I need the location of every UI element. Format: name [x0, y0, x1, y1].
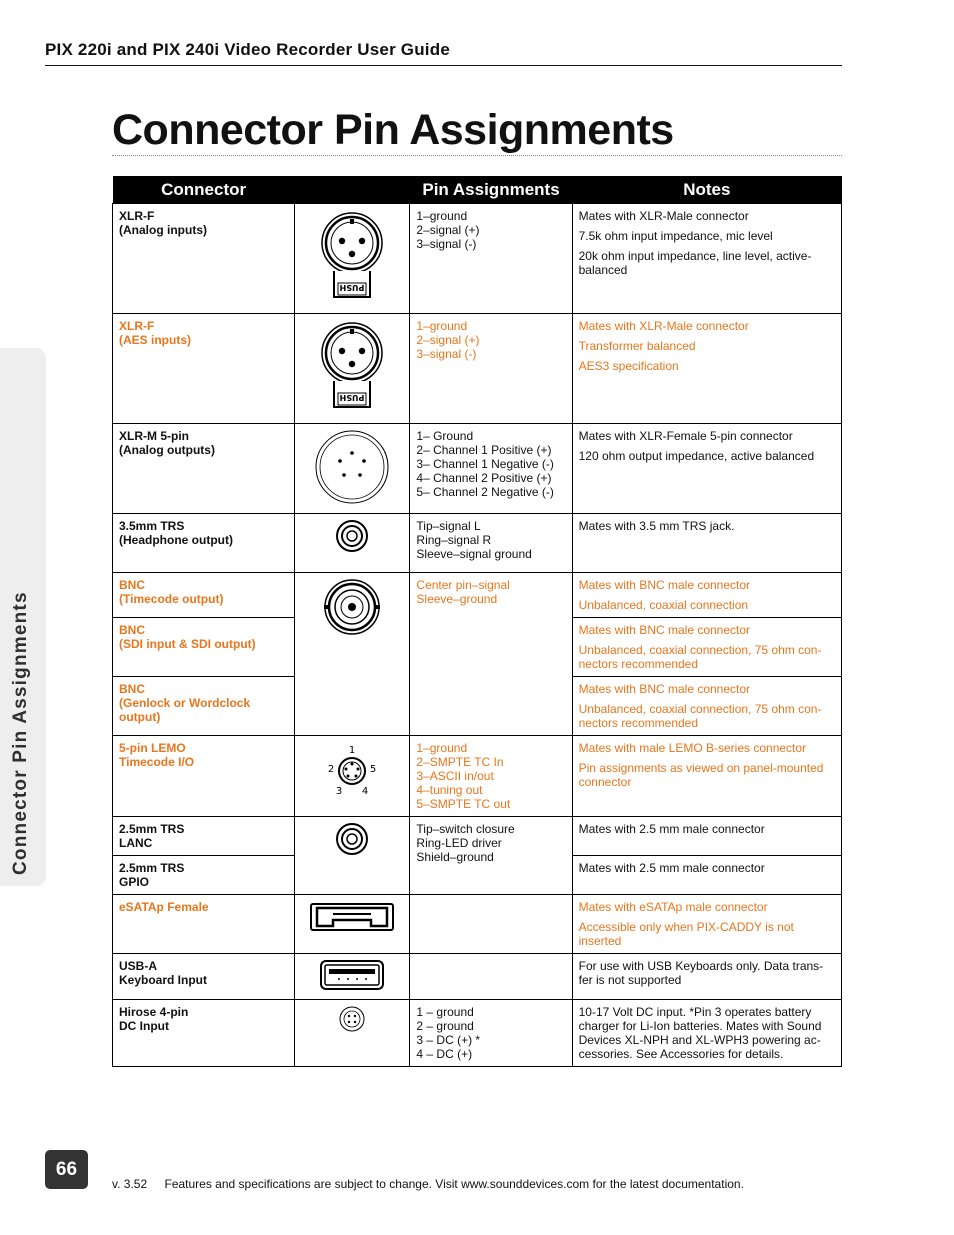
notes-cell [572, 314, 841, 424]
footer [112, 1177, 758, 1191]
pin-number-label: 1 [349, 745, 356, 756]
table-row [113, 573, 842, 618]
note-line: Mates with male LEMO B-series connector [578, 741, 807, 755]
connector-diagram [295, 817, 410, 895]
footer-version: v. 3.52 [112, 1177, 148, 1191]
table-row [113, 314, 842, 424]
note-line: Transformer balanced [578, 339, 696, 353]
push-label: PUSH [339, 393, 365, 402]
connector-name: BNC (Genlock or Wordclock output) [113, 677, 295, 736]
connector-name: Hirose 4-pin DC Input [113, 1000, 295, 1067]
column-header-diagram [295, 176, 410, 204]
notes-cell [572, 677, 841, 736]
connector-diagram [295, 573, 410, 736]
column-header-connector: Connector [113, 176, 295, 204]
note-line: 10-17 Volt DC input. *Pin 3 operates battery charger for Li-Ion batteries. Mates with Sound Devices XL-NPH and XL-WPH3 powering ac-cessories. See Accessories for details. [578, 1005, 822, 1061]
note-line: 120 ohm output impedance, active balanced [578, 449, 815, 463]
note-line: Mates with XLR-Male connector [578, 319, 749, 333]
table-row [113, 514, 842, 573]
connector-name: USB-A Keyboard Input [113, 954, 295, 1000]
lemo-5pin-connector-icon [322, 741, 382, 801]
note-line: 20k ohm input impedance, line level, active-balanced [578, 249, 812, 277]
pin-number-label: 5 [370, 764, 377, 775]
notes-cell [572, 1000, 841, 1067]
pin-number-label: 3 [336, 786, 343, 797]
notes-cell [572, 204, 841, 314]
connector-name: 2.5mm TRS GPIO [113, 856, 295, 895]
connector-diagram [295, 954, 410, 1000]
note-line: For use with USB Keyboards only. Data trans-fer is not supported [578, 959, 824, 987]
notes-cell [572, 573, 841, 618]
note-line: Accessible only when PIX-CADDY is not inserted [578, 920, 794, 948]
trs-jack-icon [335, 822, 369, 856]
page-title: Connector Pin Assignments [112, 106, 674, 154]
note-line: Mates with 2.5 mm male connector [578, 861, 765, 875]
table-row [113, 954, 842, 1000]
title-rule [112, 155, 842, 156]
pin-assignments: 1– Ground 2– Channel 1 Positive (+) 3– Channel 1 Negative (-) 4– Channel 2 Positive (+) 5– Channel 2 Negative (-) [410, 424, 572, 514]
trs-jack-icon [335, 519, 369, 553]
connector-diagram [295, 736, 410, 817]
note-line: Mates with BNC male connector [578, 578, 751, 592]
pin-assignments: Tip–signal L Ring–signal R Sleeve–signal ground [410, 514, 572, 573]
page-number-badge: 66 [45, 1150, 88, 1189]
note-line: Mates with BNC male connector [578, 623, 751, 637]
connector-name: 5-pin LEMO Timecode I/O [113, 736, 295, 817]
connector-diagram [295, 1000, 410, 1067]
xlr-m-5pin-connector-icon [314, 429, 390, 505]
table-row [113, 895, 842, 954]
note-line: Mates with XLR-Female 5-pin connector [578, 429, 793, 443]
notes-cell [572, 514, 841, 573]
connector-name: eSATAp Female [113, 895, 295, 954]
pin-assignments [410, 954, 572, 1000]
notes-cell [572, 856, 841, 895]
push-label: PUSH [339, 283, 365, 292]
side-tab-label: Connector Pin Assignments [10, 591, 31, 875]
connector-name: 3.5mm TRS (Headphone output) [113, 514, 295, 573]
esatap-port-icon [309, 900, 395, 934]
note-line: AES3 specification [578, 359, 679, 373]
connector-name: XLR-F (AES inputs) [113, 314, 295, 424]
column-header-notes: Notes [572, 176, 841, 204]
notes-cell [572, 618, 841, 677]
xlr-f-connector-icon [320, 319, 384, 415]
pin-assignments: 1–ground 2–signal (+) 3–signal (-) [410, 314, 572, 424]
connector-diagram [295, 204, 410, 314]
note-line: Mates with XLR-Male connector [578, 209, 749, 223]
hirose-4pin-connector-icon [338, 1005, 366, 1033]
connector-diagram [295, 314, 410, 424]
note-line: Unbalanced, coaxial connection, 75 ohm con-nectors recommended [578, 702, 822, 730]
notes-cell [572, 736, 841, 817]
table-header-row [113, 176, 842, 204]
pin-assignments: 1 – ground 2 – ground 3 – DC (+) * 4 – DC (+) [410, 1000, 572, 1067]
table-row [113, 204, 842, 314]
pin-number-label: 2 [328, 764, 335, 775]
connector-diagram [295, 895, 410, 954]
note-line: Pin assignments as viewed on panel-mounted connector [578, 761, 824, 789]
bnc-connector-icon [323, 578, 381, 636]
pin-assignments: 1–ground 2–signal (+) 3–signal (-) [410, 204, 572, 314]
note-line: Unbalanced, coaxial connection, 75 ohm con-nectors recommended [578, 643, 822, 671]
note-line: Mates with BNC male connector [578, 682, 751, 696]
notes-cell [572, 817, 841, 856]
pin-assignments [410, 895, 572, 954]
note-line: Unbalanced, coaxial connection [578, 598, 749, 612]
table-row [113, 424, 842, 514]
pin-number-label: 4 [362, 786, 369, 797]
pin-assignments: 1–ground 2–SMPTE TC In 3–ASCII in/out 4–tuning out 5–SMPTE TC out [410, 736, 572, 817]
header-rule [45, 65, 842, 66]
connector-name: BNC (SDI input & SDI output) [113, 618, 295, 677]
connector-diagram [295, 514, 410, 573]
connector-diagram [295, 424, 410, 514]
table-row [113, 1000, 842, 1067]
pin-assignments: Tip–switch closure Ring-LED driver Shield–ground [410, 817, 572, 895]
connector-name: 2.5mm TRS LANC [113, 817, 295, 856]
column-header-pins: Pin Assignments [410, 176, 572, 204]
connector-name: BNC (Timecode output) [113, 573, 295, 618]
note-line: 7.5k ohm input impedance, mic level [578, 229, 773, 243]
note-line: Mates with 3.5 mm TRS jack. [578, 519, 735, 533]
connector-name: XLR-F (Analog inputs) [113, 204, 295, 314]
notes-cell [572, 424, 841, 514]
table-row [113, 817, 842, 856]
footer-text: Features and specifications are subject to change. Visit www.sounddevices.com for the latest documentation. [164, 1177, 744, 1191]
usb-a-port-icon [319, 959, 385, 991]
xlr-f-connector-icon [320, 209, 384, 305]
connector-pin-table [112, 176, 842, 1067]
note-line: Mates with 2.5 mm male connector [578, 822, 765, 836]
note-line: Mates with eSATAp male connector [578, 900, 768, 914]
notes-cell [572, 954, 841, 1000]
connector-name: XLR-M 5-pin (Analog outputs) [113, 424, 295, 514]
pin-assignments: Center pin–signal Sleeve–ground [410, 573, 572, 736]
guide-title: PIX 220i and PIX 240i Video Recorder User Guide [45, 40, 450, 59]
notes-cell [572, 895, 841, 954]
table-row [113, 736, 842, 817]
